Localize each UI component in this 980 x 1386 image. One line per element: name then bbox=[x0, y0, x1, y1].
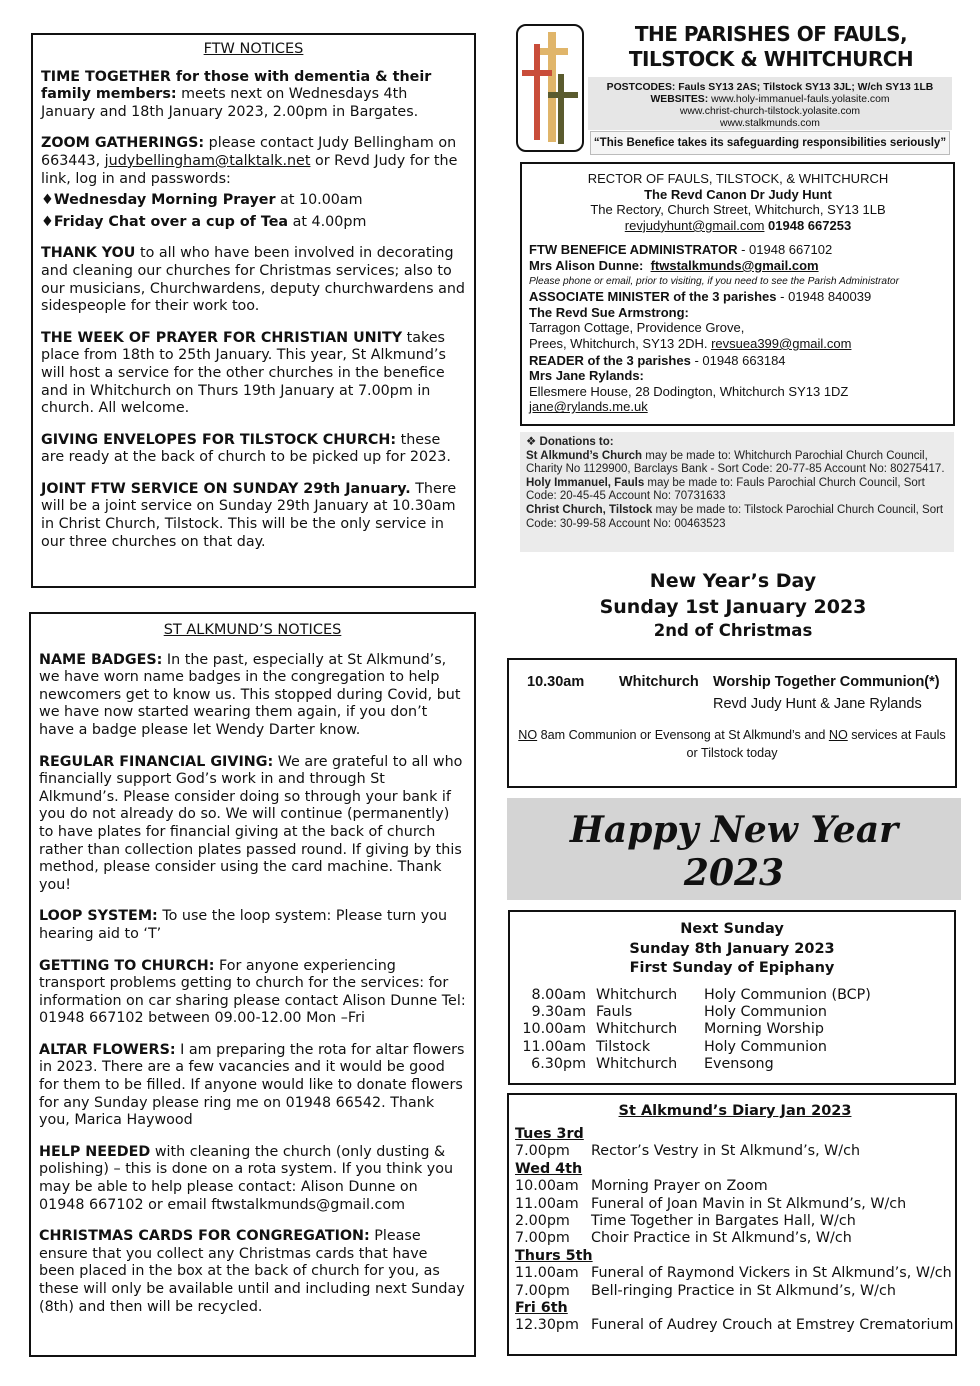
associate-address-2: Prees, Whitchurch, SY13 2DH. revsuea399@gmail.com bbox=[529, 335, 852, 351]
postcodes: POSTCODES: Fauls SY13 2AS; Tilstock SY13 3JL; W/ch SY13 1LB bbox=[606, 82, 934, 93]
schedule-service: Morning Worship bbox=[704, 1021, 824, 1038]
schedule-service: Holy Communion bbox=[704, 1038, 827, 1055]
diary-event-time: 7.00pm bbox=[515, 1143, 570, 1160]
website-fauls[interactable]: www.holy-immanuel-fauls.yolasite.com bbox=[711, 94, 890, 105]
thank-you-notice: THANK YOU to all who have been involved in decorating and cleaning our churches for Christmas services; also to our musicians, Churchwardens, deputy churchwardens and sidespeople for their work too. bbox=[41, 245, 465, 315]
next-sunday-box bbox=[508, 910, 956, 1085]
diary-event bbox=[515, 1178, 955, 1195]
header-title bbox=[592, 22, 950, 72]
diary-event-text: Funeral of Audrey Crouch at Emstrey Crematorium bbox=[591, 1317, 954, 1334]
rector-title: RECTOR OF FAULS, TILSTOCK, & WHITCHURCH bbox=[587, 171, 889, 186]
reader-address: Ellesmere House, 28 Dodington, Whitchurch SY13 1DZ bbox=[529, 383, 849, 399]
diary-event bbox=[515, 1213, 955, 1230]
diary-day-heading: Wed 4th bbox=[515, 1160, 583, 1177]
diary-day-heading: Fri 6th bbox=[515, 1300, 568, 1317]
name-badges-notice: NAME BADGES: In the past, especially at St Alkmund’s, we have worn name badges in the congregation to help newcomers get to know us. This stopped during Covid, but we have now started wearing them again, if you don’t have a badge please let Wendy Darter know. bbox=[39, 651, 461, 738]
time-together-notice: TIME TOGETHER for those with dementia & their family members: meets next on Wednesdays 4th January and 18th January 2023, 2.00pm in Bargates. bbox=[41, 68, 432, 120]
schedule-service: Holy Communion bbox=[704, 1003, 827, 1020]
diary-event-time: 12.30pm bbox=[515, 1317, 579, 1334]
st-alkmunds-notices-title: ST ALKMUND’S NOTICES bbox=[163, 622, 342, 638]
diary-event bbox=[515, 1196, 955, 1213]
reader-heading: READER of the 3 parishes - 01948 663184 bbox=[529, 352, 786, 368]
admin-email-link[interactable]: ftwstalkmunds@gmail.com bbox=[650, 257, 819, 273]
schedule-time: 9.30am bbox=[531, 1003, 586, 1020]
diary-event bbox=[515, 1143, 955, 1160]
nyd-line-1: New Year’s Day bbox=[649, 570, 817, 592]
next-sunday-line-1: Next Sunday bbox=[680, 921, 784, 937]
zoom-email-link[interactable]: judybellingham@talktalk.net bbox=[104, 152, 311, 169]
websites-label: WEBSITES: bbox=[650, 94, 709, 105]
diary-entries bbox=[515, 1126, 955, 1335]
schedule-row bbox=[516, 1004, 871, 1021]
new-years-day-service-box bbox=[507, 658, 957, 788]
nyd-line-3: 2nd of Christmas bbox=[653, 621, 813, 640]
zoom-notice: ZOOM GATHERINGS: please contact Judy Bellingham on 663443, judybellingham@talktalk.net or Revd Judy for the link, log in and passwords: bbox=[41, 135, 458, 187]
schedule-time: 11.00am bbox=[522, 1038, 586, 1055]
next-sunday-heading bbox=[510, 920, 954, 979]
zoom-bullet-friday: ♦Friday Chat over a cup of Tea at 4.00pm bbox=[41, 213, 367, 230]
website-stalkmunds[interactable]: www.stalkmunds.com bbox=[720, 118, 820, 129]
getting-to-church-notice: GETTING TO CHURCH: For anyone experiencing transport problems getting to church for the services: for information on car sharing please contact Alison Dunne Tel: 01948 667102 between 09.00-12.00 Mon –Fri bbox=[39, 957, 466, 1027]
diary-event-text: Funeral of Raymond Vickers in St Alkmund’s, W/ch bbox=[591, 1265, 952, 1282]
service-place: Whitchurch bbox=[619, 674, 699, 690]
schedule-row bbox=[516, 1039, 871, 1056]
rector-contact: revjudyhunt@gmail.com 01948 667253 bbox=[624, 217, 852, 233]
website-tilstock[interactable]: www.christ-church-tilstock.yolasite.com bbox=[679, 106, 861, 117]
schedule-service: Holy Communion (BCP) bbox=[704, 986, 871, 1003]
associate-email-link[interactable]: revsuea399@gmail.com bbox=[711, 335, 852, 351]
next-sunday-line-2: Sunday 8th January 2023 bbox=[629, 940, 835, 957]
associate-address-1: Tarragon Cottage, Providence Grove, bbox=[529, 320, 745, 336]
parish-logo bbox=[516, 24, 584, 152]
schedule-place: Tilstock bbox=[596, 1038, 651, 1055]
nyd-line-2: Sunday 1st January 2023 bbox=[599, 596, 867, 618]
diary-event bbox=[515, 1283, 955, 1300]
happy-new-year-line-2: 2023 bbox=[683, 852, 785, 894]
loop-system-notice: LOOP SYSTEM: To use the loop system: Please turn you hearing aid to ‘T’ bbox=[39, 908, 448, 942]
diary-event bbox=[515, 1317, 955, 1334]
title-line-1: THE PARISHES OF FAULS, bbox=[634, 22, 908, 46]
diary-event-time: 2.00pm bbox=[515, 1213, 570, 1230]
schedule-place: Whitchurch bbox=[596, 1056, 678, 1073]
diary-title: St Alkmund’s Diary Jan 2023 bbox=[618, 1103, 852, 1119]
joint-service-notice: JOINT FTW SERVICE ON SUNDAY 29th January. There will be a joint service on Sunday 29th January at 10.30am in Christ Church, Tilstock. This will be the only service in our three churches on that day. bbox=[41, 480, 457, 550]
safeguarding-banner: “This Benefice takes its safeguarding responsibilities seriously” bbox=[590, 131, 950, 155]
diary-event-time: 7.00pm bbox=[515, 1282, 570, 1299]
st-alkmunds-diary-box bbox=[507, 1093, 957, 1356]
financial-giving-notice: REGULAR FINANCIAL GIVING: We are grateful to all who financially support God’s work in and through St Alkmund’s. Please consider doing so through your bank if you do not already do so. We will continue (permanently) to have plates for financial giving at the back of church rather than collection plates passed round. If giving by this method, please consider using the card machine. Thank you! bbox=[39, 753, 463, 893]
schedule-time: 8.00am bbox=[531, 986, 586, 1003]
donation-holy-immanuel: Holy Immanuel, Fauls may be made to: Fauls Parochial Church Council, Sort Code: 20-45-45 Account No: 70731633 bbox=[526, 476, 925, 503]
schedule-time: 6.30pm bbox=[531, 1056, 586, 1073]
schedule-row bbox=[516, 1056, 871, 1073]
giving-envelopes-notice: GIVING ENVELOPES FOR TILSTOCK CHURCH: these are ready at the back of church to be picked up for 2023. bbox=[41, 431, 451, 466]
rector-name: The Revd Canon Dr Judy Hunt bbox=[644, 186, 832, 202]
diary-event-text: Time Together in Bargates Hall, W/ch bbox=[591, 1213, 856, 1230]
diary-event-time: 11.00am bbox=[515, 1195, 579, 1212]
admin-note: Please phone or email, prior to visiting, if you need to see the Parish Administrator bbox=[529, 275, 899, 287]
header-info-panel bbox=[588, 77, 952, 130]
next-sunday-schedule bbox=[516, 987, 871, 1074]
diary-day-heading: Tues 3rd bbox=[515, 1126, 584, 1142]
service-name: Worship Together Communion(*) bbox=[713, 674, 940, 690]
schedule-place: Fauls bbox=[596, 1003, 633, 1020]
diary-day-heading: Thurs 5th bbox=[515, 1247, 593, 1264]
next-sunday-line-3: First Sunday of Epiphany bbox=[629, 960, 835, 976]
donation-christ-church: Christ Church, Tilstock may be made to: Tilstock Parochial Church Council, Sort Code: 30-99-58 Account No: 00463523 bbox=[526, 503, 944, 530]
reader-email-link[interactable]: jane@rylands.me.uk bbox=[529, 399, 648, 415]
diary-event bbox=[515, 1265, 955, 1282]
happy-new-year-line-1: Happy New Year bbox=[569, 809, 899, 851]
diary-event-text: Choir Practice in St Alkmund’s, W/ch bbox=[591, 1230, 852, 1247]
rector-contacts-box bbox=[520, 162, 955, 426]
diamond-bullet-icon: ❖ bbox=[526, 436, 540, 448]
diary-event-time: 10.00am bbox=[515, 1178, 579, 1195]
service-row bbox=[527, 674, 940, 690]
reader-name: Mrs Jane Rylands: bbox=[529, 368, 644, 384]
admin-heading: FTW BENEFICE ADMINISTRATOR - 01948 667102 bbox=[529, 242, 833, 258]
new-years-day-heading bbox=[508, 568, 958, 642]
title-line-2: TILSTOCK & WHITCHURCH bbox=[628, 47, 914, 71]
christmas-cards-notice: CHRISTMAS CARDS FOR CONGREGATION: Please ensure that you collect any Christmas cards that have been placed in the box at the back of church for you, as these will only be available until and including next Sunday (8th) and then will be recycled. bbox=[39, 1228, 465, 1315]
help-needed-notice: HELP NEEDED with cleaning the church (only dusting & polishing) – this is done on a rota system. If you think you may be able to help please contact: Alison Dunne on 01948 667102 or email ftwstalkmunds@gmail.com bbox=[39, 1143, 454, 1213]
service-note: NO 8am Communion or Evensong at St Alkmund’s and NO services at Fauls or Tilstock today bbox=[518, 728, 946, 760]
diary-event-text: Rector’s Vestry in St Alkmund’s, W/ch bbox=[591, 1143, 861, 1160]
admin-name: Mrs Alison Dunne: ftwstalkmunds@gmail.com bbox=[529, 257, 819, 273]
diary-event bbox=[515, 1230, 955, 1247]
schedule-row bbox=[516, 1021, 871, 1038]
christian-unity-notice: THE WEEK OF PRAYER FOR CHRISTIAN UNITY takes place from 18th to 25th January. This year, St Alkmund’s will host a service for the other churches in the benefice and in Whitchurch on Thurs 19th January at 7.00pm in church. All welcome. bbox=[41, 329, 446, 417]
ftw-notices-title: FTW NOTICES bbox=[203, 41, 304, 57]
diary-event-text: Funeral of Joan Mavin in St Alkmund’s, W/ch bbox=[591, 1195, 907, 1212]
service-leaders: Revd Judy Hunt & Jane Rylands bbox=[713, 696, 922, 712]
schedule-place: Whitchurch bbox=[596, 986, 678, 1003]
associate-name: The Revd Sue Armstrong: bbox=[529, 304, 689, 320]
donations-heading: ❖ Donations to: bbox=[526, 436, 614, 448]
associate-heading: ASSOCIATE MINISTER of the 3 parishes - 01948 840039 bbox=[529, 289, 872, 305]
diamond-bullet-icon: ♦ bbox=[41, 192, 54, 209]
service-time: 10.30am bbox=[527, 674, 585, 690]
rector-address: The Rectory, Church Street, Whitchurch, SY13 1LB bbox=[590, 202, 886, 218]
donation-st-alkmunds: St Alkmund’s Church may be made to: Whitchurch Parochial Church Council, Charity No 1129900, Barclays Bank - Sort Code: 20-77-85 Account No: 80275417. bbox=[526, 449, 945, 476]
schedule-service: Evensong bbox=[704, 1056, 774, 1073]
ftw-notices-box bbox=[31, 33, 476, 588]
donations-panel bbox=[520, 432, 954, 552]
schedule-time: 10.00am bbox=[522, 1021, 586, 1038]
diary-event-time: 7.00pm bbox=[515, 1230, 570, 1247]
diary-event-text: Morning Prayer on Zoom bbox=[591, 1178, 768, 1195]
diary-event-text: Bell-ringing Practice in St Alkmund’s, W/ch bbox=[591, 1282, 896, 1299]
rector-email-link[interactable]: revjudyhunt@gmail.com bbox=[624, 217, 765, 233]
zoom-bullet-wednesday: ♦Wednesday Morning Prayer at 10.00am bbox=[41, 192, 363, 209]
happy-new-year-banner bbox=[507, 798, 961, 900]
schedule-row bbox=[516, 987, 871, 1004]
diamond-bullet-icon: ♦ bbox=[41, 213, 54, 230]
st-alkmunds-notices-box bbox=[29, 612, 476, 1357]
schedule-place: Whitchurch bbox=[596, 1021, 678, 1038]
reader-email bbox=[529, 399, 947, 415]
diary-event-time: 11.00am bbox=[515, 1265, 579, 1282]
altar-flowers-notice: ALTAR FLOWERS: I am preparing the rota for altar flowers in 2023. There are a few vacancies and it would be good for them to be filled. If anyone would like to donate flowers for any Sunday please ring me on 01948 66542. Thank you, Marica Haywood bbox=[39, 1041, 465, 1129]
